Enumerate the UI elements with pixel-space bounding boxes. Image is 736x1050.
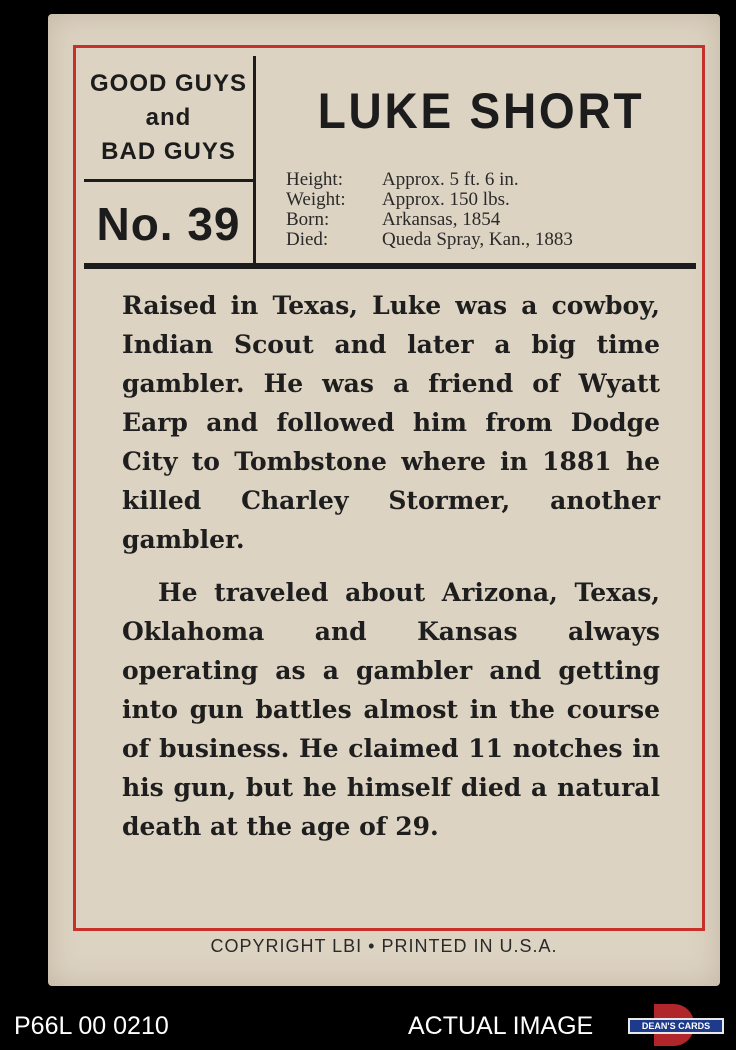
header-divider	[84, 263, 696, 269]
stat-label: Weight:	[286, 189, 346, 210]
vital-stats	[286, 170, 573, 250]
stat-value: Approx. 150 lbs.	[382, 189, 510, 210]
trading-card-back	[48, 14, 720, 986]
actual-image-label: ACTUAL IMAGE	[408, 1012, 594, 1040]
stat-value: Queda Spray, Kan., 1883	[382, 229, 573, 250]
character-name: LUKE SHORT	[317, 83, 645, 139]
bio-paragraph-1: Raised in Texas, Luke was a cowboy, Indian Scout and later a big time gambler. He was a friend of Wyatt Earp and followed him from Dodge City to Tombstone where in 1881 he killed Charley Stormer, another gambler.	[122, 291, 660, 554]
series-title-line-2: and	[145, 103, 192, 131]
stat-row-height	[286, 170, 573, 190]
deans-cards-logo	[628, 1004, 724, 1046]
stat-row-born	[286, 210, 573, 230]
series-title-line-3: BAD GUYS	[101, 137, 236, 165]
stat-label: Born:	[286, 209, 330, 230]
stat-value: Approx. 5 ft. 6 in.	[382, 169, 519, 190]
stat-row-died	[286, 230, 573, 250]
stat-label: Died:	[286, 229, 329, 250]
card-number: No. 39	[84, 182, 256, 266]
red-border-frame	[73, 45, 705, 931]
copyright-line: COPYRIGHT LBI • PRINTED IN U.S.A.	[210, 936, 558, 956]
biography	[122, 286, 660, 860]
logo-banner: DEAN'S CARDS	[628, 1018, 724, 1034]
bio-paragraph-2: He traveled about Arizona, Texas, Oklahoma and Kansas always operating as a gambler and getting into gun battles almost in the course of business. He claimed 11 notches in his gun, but he himself died a natural death at the age of 29.	[122, 578, 660, 841]
inventory-code: P66L 00 0210	[14, 1012, 169, 1040]
stat-row-weight	[286, 190, 573, 210]
series-title-box	[84, 56, 256, 182]
series-title-line-1: GOOD GUYS	[89, 69, 248, 97]
stat-value: Arkansas, 1854	[382, 209, 501, 230]
stat-label: Height:	[286, 169, 343, 190]
